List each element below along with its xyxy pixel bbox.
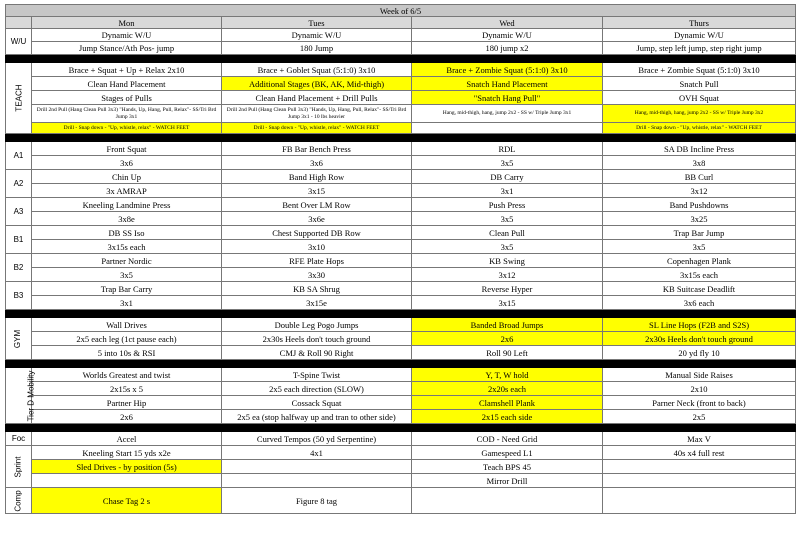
cell: Partner Nordic bbox=[32, 254, 222, 268]
cell-highlighted: Y, T, W hold bbox=[412, 368, 603, 382]
cell: Snatch Pull bbox=[603, 77, 796, 91]
sprint-row bbox=[6, 460, 796, 474]
block-label-a1: A1 bbox=[6, 142, 32, 170]
strength-row bbox=[6, 184, 796, 198]
mobility-label: Tier D Mobility bbox=[6, 368, 32, 424]
cell: KB Suitcase Deadlift bbox=[603, 282, 796, 296]
cell: Trap Bar Jump bbox=[603, 226, 796, 240]
cell: Double Leg Pogo Jumps bbox=[222, 318, 412, 332]
gym-row bbox=[6, 318, 796, 332]
comp-label: Comp bbox=[6, 488, 32, 514]
cell: 2x15s x 5 bbox=[32, 382, 222, 396]
gym-row bbox=[6, 346, 796, 360]
cell: 3x6e bbox=[222, 212, 412, 226]
cell: 3x25 bbox=[603, 212, 796, 226]
cell: 3x15 bbox=[222, 184, 412, 198]
cell: Accel bbox=[32, 432, 222, 446]
wu-row bbox=[6, 42, 796, 55]
cell: 3x15 bbox=[412, 296, 603, 310]
cell bbox=[412, 123, 603, 134]
cell-highlighted: 2x15 each side bbox=[412, 410, 603, 424]
cell bbox=[603, 488, 796, 514]
day-header-row bbox=[6, 17, 796, 29]
cell-highlighted: Sled Drives - by position (5s) bbox=[32, 460, 222, 474]
cell: KB SA Shrug bbox=[222, 282, 412, 296]
cell: Roll 90 Left bbox=[412, 346, 603, 360]
strength-row bbox=[6, 198, 796, 212]
cell: OVH Squat bbox=[603, 91, 796, 105]
cell: Chest Supported DB Row bbox=[222, 226, 412, 240]
strength-row bbox=[6, 240, 796, 254]
section-divider bbox=[6, 134, 796, 142]
cell bbox=[412, 488, 603, 514]
cell: KB Swing bbox=[412, 254, 603, 268]
sprint-row bbox=[6, 474, 796, 488]
corner-cell bbox=[6, 17, 32, 29]
cell: Push Press bbox=[412, 198, 603, 212]
teach-row bbox=[6, 63, 796, 77]
cell: Front Squat bbox=[32, 142, 222, 156]
cell: RDL bbox=[412, 142, 603, 156]
sprint-row bbox=[6, 446, 796, 460]
cell: Curved Tempos (50 yd Serpentine) bbox=[222, 432, 412, 446]
day-header-wed: Wed bbox=[412, 17, 603, 29]
cell: T-Spine Twist bbox=[222, 368, 412, 382]
cell: Gamespeed L1 bbox=[412, 446, 603, 460]
cell bbox=[222, 474, 412, 488]
mobility-row bbox=[6, 382, 796, 396]
section-divider bbox=[6, 310, 796, 318]
strength-row bbox=[6, 170, 796, 184]
teach-label: TEACH bbox=[6, 63, 32, 134]
cell: 3x5 bbox=[32, 268, 222, 282]
cell: Copenhagen Plank bbox=[603, 254, 796, 268]
cell-highlighted: Chase Tag 2 s bbox=[32, 488, 222, 514]
cell: 2x5 bbox=[603, 410, 796, 424]
cell: Cossack Squat bbox=[222, 396, 412, 410]
cell: 3x15s each bbox=[32, 240, 222, 254]
teach-row bbox=[6, 77, 796, 91]
strength-row bbox=[6, 296, 796, 310]
cell: Kneeling Start 15 yds x2e bbox=[32, 446, 222, 460]
mobility-row bbox=[6, 410, 796, 424]
strength-row bbox=[6, 254, 796, 268]
cell: 3x15s each bbox=[603, 268, 796, 282]
cell: Kneeling Landmine Press bbox=[32, 198, 222, 212]
cell: 2x6 bbox=[32, 410, 222, 424]
cell: FB Bar Bench Press bbox=[222, 142, 412, 156]
cell: Dynamic W/U bbox=[32, 29, 222, 42]
cell: 5 into 10s & RSI bbox=[32, 346, 222, 360]
cell: 3x5 bbox=[412, 156, 603, 170]
cell: Manual Side Raises bbox=[603, 368, 796, 382]
cell: Band Pushdowns bbox=[603, 198, 796, 212]
cell-highlighted: Drill - Snap down - "Up, whistle, relax" - WATCH FEET bbox=[222, 123, 412, 134]
cell: Band High Row bbox=[222, 170, 412, 184]
cell: Dynamic W/U bbox=[603, 29, 796, 42]
cell-highlighted: Hang, mid-thigh, hang, jump 2x2 - SS w/ Triple Jump 3x2 bbox=[603, 105, 796, 123]
block-label-a2: A2 bbox=[6, 170, 32, 198]
block-label-b1: B1 bbox=[6, 226, 32, 254]
day-header-tues: Tues bbox=[222, 17, 412, 29]
cell: 3x5 bbox=[412, 212, 603, 226]
section-divider bbox=[6, 55, 796, 63]
cell: 3x30 bbox=[222, 268, 412, 282]
schedule-table bbox=[5, 4, 796, 514]
cell-highlighted: "Snatch Hang Pull" bbox=[412, 91, 603, 105]
strength-row bbox=[6, 142, 796, 156]
cell: 180 jump x2 bbox=[412, 42, 603, 55]
cell: Max V bbox=[603, 432, 796, 446]
cell: Chin Up bbox=[32, 170, 222, 184]
cell: 2x30s Heels don't touch ground bbox=[222, 332, 412, 346]
cell: 3x6 each bbox=[603, 296, 796, 310]
cell: 3x12 bbox=[412, 268, 603, 282]
block-label-b2: B2 bbox=[6, 254, 32, 282]
strength-row bbox=[6, 282, 796, 296]
cell-highlighted: Clamshell Plank bbox=[412, 396, 603, 410]
cell bbox=[32, 474, 222, 488]
cell: Partner Hip bbox=[32, 396, 222, 410]
cell: 3x5 bbox=[603, 240, 796, 254]
cell-highlighted: Snatch Hand Placement bbox=[412, 77, 603, 91]
sprint-label: Sprint bbox=[6, 446, 32, 488]
strength-row bbox=[6, 226, 796, 240]
cell: 3x6 bbox=[222, 156, 412, 170]
cell: Clean Hand Placement bbox=[32, 77, 222, 91]
cell: Mirror Drill bbox=[412, 474, 603, 488]
section-divider bbox=[6, 360, 796, 368]
week-title: Week of 6/5 bbox=[6, 5, 796, 17]
cell bbox=[603, 474, 796, 488]
cell: 3x15e bbox=[222, 296, 412, 310]
block-label-a3: A3 bbox=[6, 198, 32, 226]
cell: 3x8e bbox=[32, 212, 222, 226]
cell: Jump Stance/Ath Pos- jump bbox=[32, 42, 222, 55]
strength-row bbox=[6, 156, 796, 170]
mobility-row bbox=[6, 396, 796, 410]
cell: Parner Neck (front to back) bbox=[603, 396, 796, 410]
day-header-thurs: Thurs bbox=[603, 17, 796, 29]
cell: Clean Hand Placement + Drill Pulls bbox=[222, 91, 412, 105]
cell: Trap Bar Carry bbox=[32, 282, 222, 296]
cell: 3x1 bbox=[412, 184, 603, 198]
cell-highlighted: SL Line Hops (F2B and S2S) bbox=[603, 318, 796, 332]
cell: 2x5 each direction (SLOW) bbox=[222, 382, 412, 396]
cell: 3x6 bbox=[32, 156, 222, 170]
cell: DB SS Iso bbox=[32, 226, 222, 240]
cell: Hang, mid-thigh, hang, jump 2x2 - SS w/ Triple Jump 3x1 bbox=[412, 105, 603, 123]
cell: Teach BPS 45 bbox=[412, 460, 603, 474]
comp-row bbox=[6, 488, 796, 514]
cell: Jump, step left jump, step right jump bbox=[603, 42, 796, 55]
cell: Worlds Greatest and twist bbox=[32, 368, 222, 382]
teach-row bbox=[6, 123, 796, 134]
cell: COD - Need Grid bbox=[412, 432, 603, 446]
cell: Dynamic W/U bbox=[222, 29, 412, 42]
gym-label: GYM bbox=[6, 318, 32, 360]
cell: 3x8 bbox=[603, 156, 796, 170]
teach-row bbox=[6, 105, 796, 123]
strength-row bbox=[6, 268, 796, 282]
cell: Drill 2nd Pull (Hang Clean Pull 3x3) "Hands, Up, Hang, Pull, Relax"- SS/Tri Brd Jump 3x1 - 10 lbs heavier bbox=[222, 105, 412, 123]
section-divider bbox=[6, 424, 796, 432]
cell-highlighted: Banded Broad Jumps bbox=[412, 318, 603, 332]
cell: DB Carry bbox=[412, 170, 603, 184]
cell: Reverse Hyper bbox=[412, 282, 603, 296]
cell-highlighted: Additional Stages (BK, AK, Mid-thigh) bbox=[222, 77, 412, 91]
cell: 2x10 bbox=[603, 382, 796, 396]
wu-label: W/U bbox=[6, 29, 32, 55]
block-label-b3: B3 bbox=[6, 282, 32, 310]
cell: 180 Jump bbox=[222, 42, 412, 55]
cell: Brace + Zombie Squat (5:1:0) 3x10 bbox=[603, 63, 796, 77]
cell bbox=[603, 460, 796, 474]
cell: 3x1 bbox=[32, 296, 222, 310]
cell: Bent Over LM Row bbox=[222, 198, 412, 212]
cell-highlighted: Brace + Zombie Squat (5:1:0) 3x10 bbox=[412, 63, 603, 77]
cell: BB Curl bbox=[603, 170, 796, 184]
mobility-row bbox=[6, 368, 796, 382]
cell: RFE Plate Hops bbox=[222, 254, 412, 268]
cell: Clean Pull bbox=[412, 226, 603, 240]
day-header-mon: Mon bbox=[32, 17, 222, 29]
cell bbox=[222, 460, 412, 474]
cell: Figure 8 tag bbox=[222, 488, 412, 514]
strength-row bbox=[6, 212, 796, 226]
cell-highlighted: Drill - Snap down - "Up, whistle, relax" - WATCH FEET bbox=[603, 123, 796, 134]
cell: 4x1 bbox=[222, 446, 412, 460]
teach-row bbox=[6, 91, 796, 105]
cell: Brace + Goblet Squat (5:1:0) 3x10 bbox=[222, 63, 412, 77]
cell: Drill 2nd Pull (Hang Clean Pull 3x3) "Hands, Up, Hang, Pull, Relax"- SS/Tri Brd Jump 3x1 bbox=[32, 105, 222, 123]
cell: Dynamic W/U bbox=[412, 29, 603, 42]
cell: 2x5 each leg (1ct pause each) bbox=[32, 332, 222, 346]
cell: 3x5 bbox=[412, 240, 603, 254]
cell: CMJ & Roll 90 Right bbox=[222, 346, 412, 360]
cell-highlighted: 2x30s Heels don't touch ground bbox=[603, 332, 796, 346]
foc-row bbox=[6, 432, 796, 446]
cell: SA DB Incline Press bbox=[603, 142, 796, 156]
cell: Brace + Squat + Up + Relax 2x10 bbox=[32, 63, 222, 77]
cell-highlighted: Drill - Snap down - "Up, whistle, relax" - WATCH FEET bbox=[32, 123, 222, 134]
cell-highlighted: 2x20s each bbox=[412, 382, 603, 396]
cell: 3x12 bbox=[603, 184, 796, 198]
cell: Stages of Pulls bbox=[32, 91, 222, 105]
cell: 40s x4 full rest bbox=[603, 446, 796, 460]
cell: Wall Drives bbox=[32, 318, 222, 332]
foc-label: Foc bbox=[6, 432, 32, 446]
cell: 3x10 bbox=[222, 240, 412, 254]
cell: 2x5 ea (stop halfway up and tran to other side) bbox=[222, 410, 412, 424]
gym-row bbox=[6, 332, 796, 346]
wu-row bbox=[6, 29, 796, 42]
cell: 3x AMRAP bbox=[32, 184, 222, 198]
cell: 20 yd fly 10 bbox=[603, 346, 796, 360]
cell-highlighted: 2x6 bbox=[412, 332, 603, 346]
